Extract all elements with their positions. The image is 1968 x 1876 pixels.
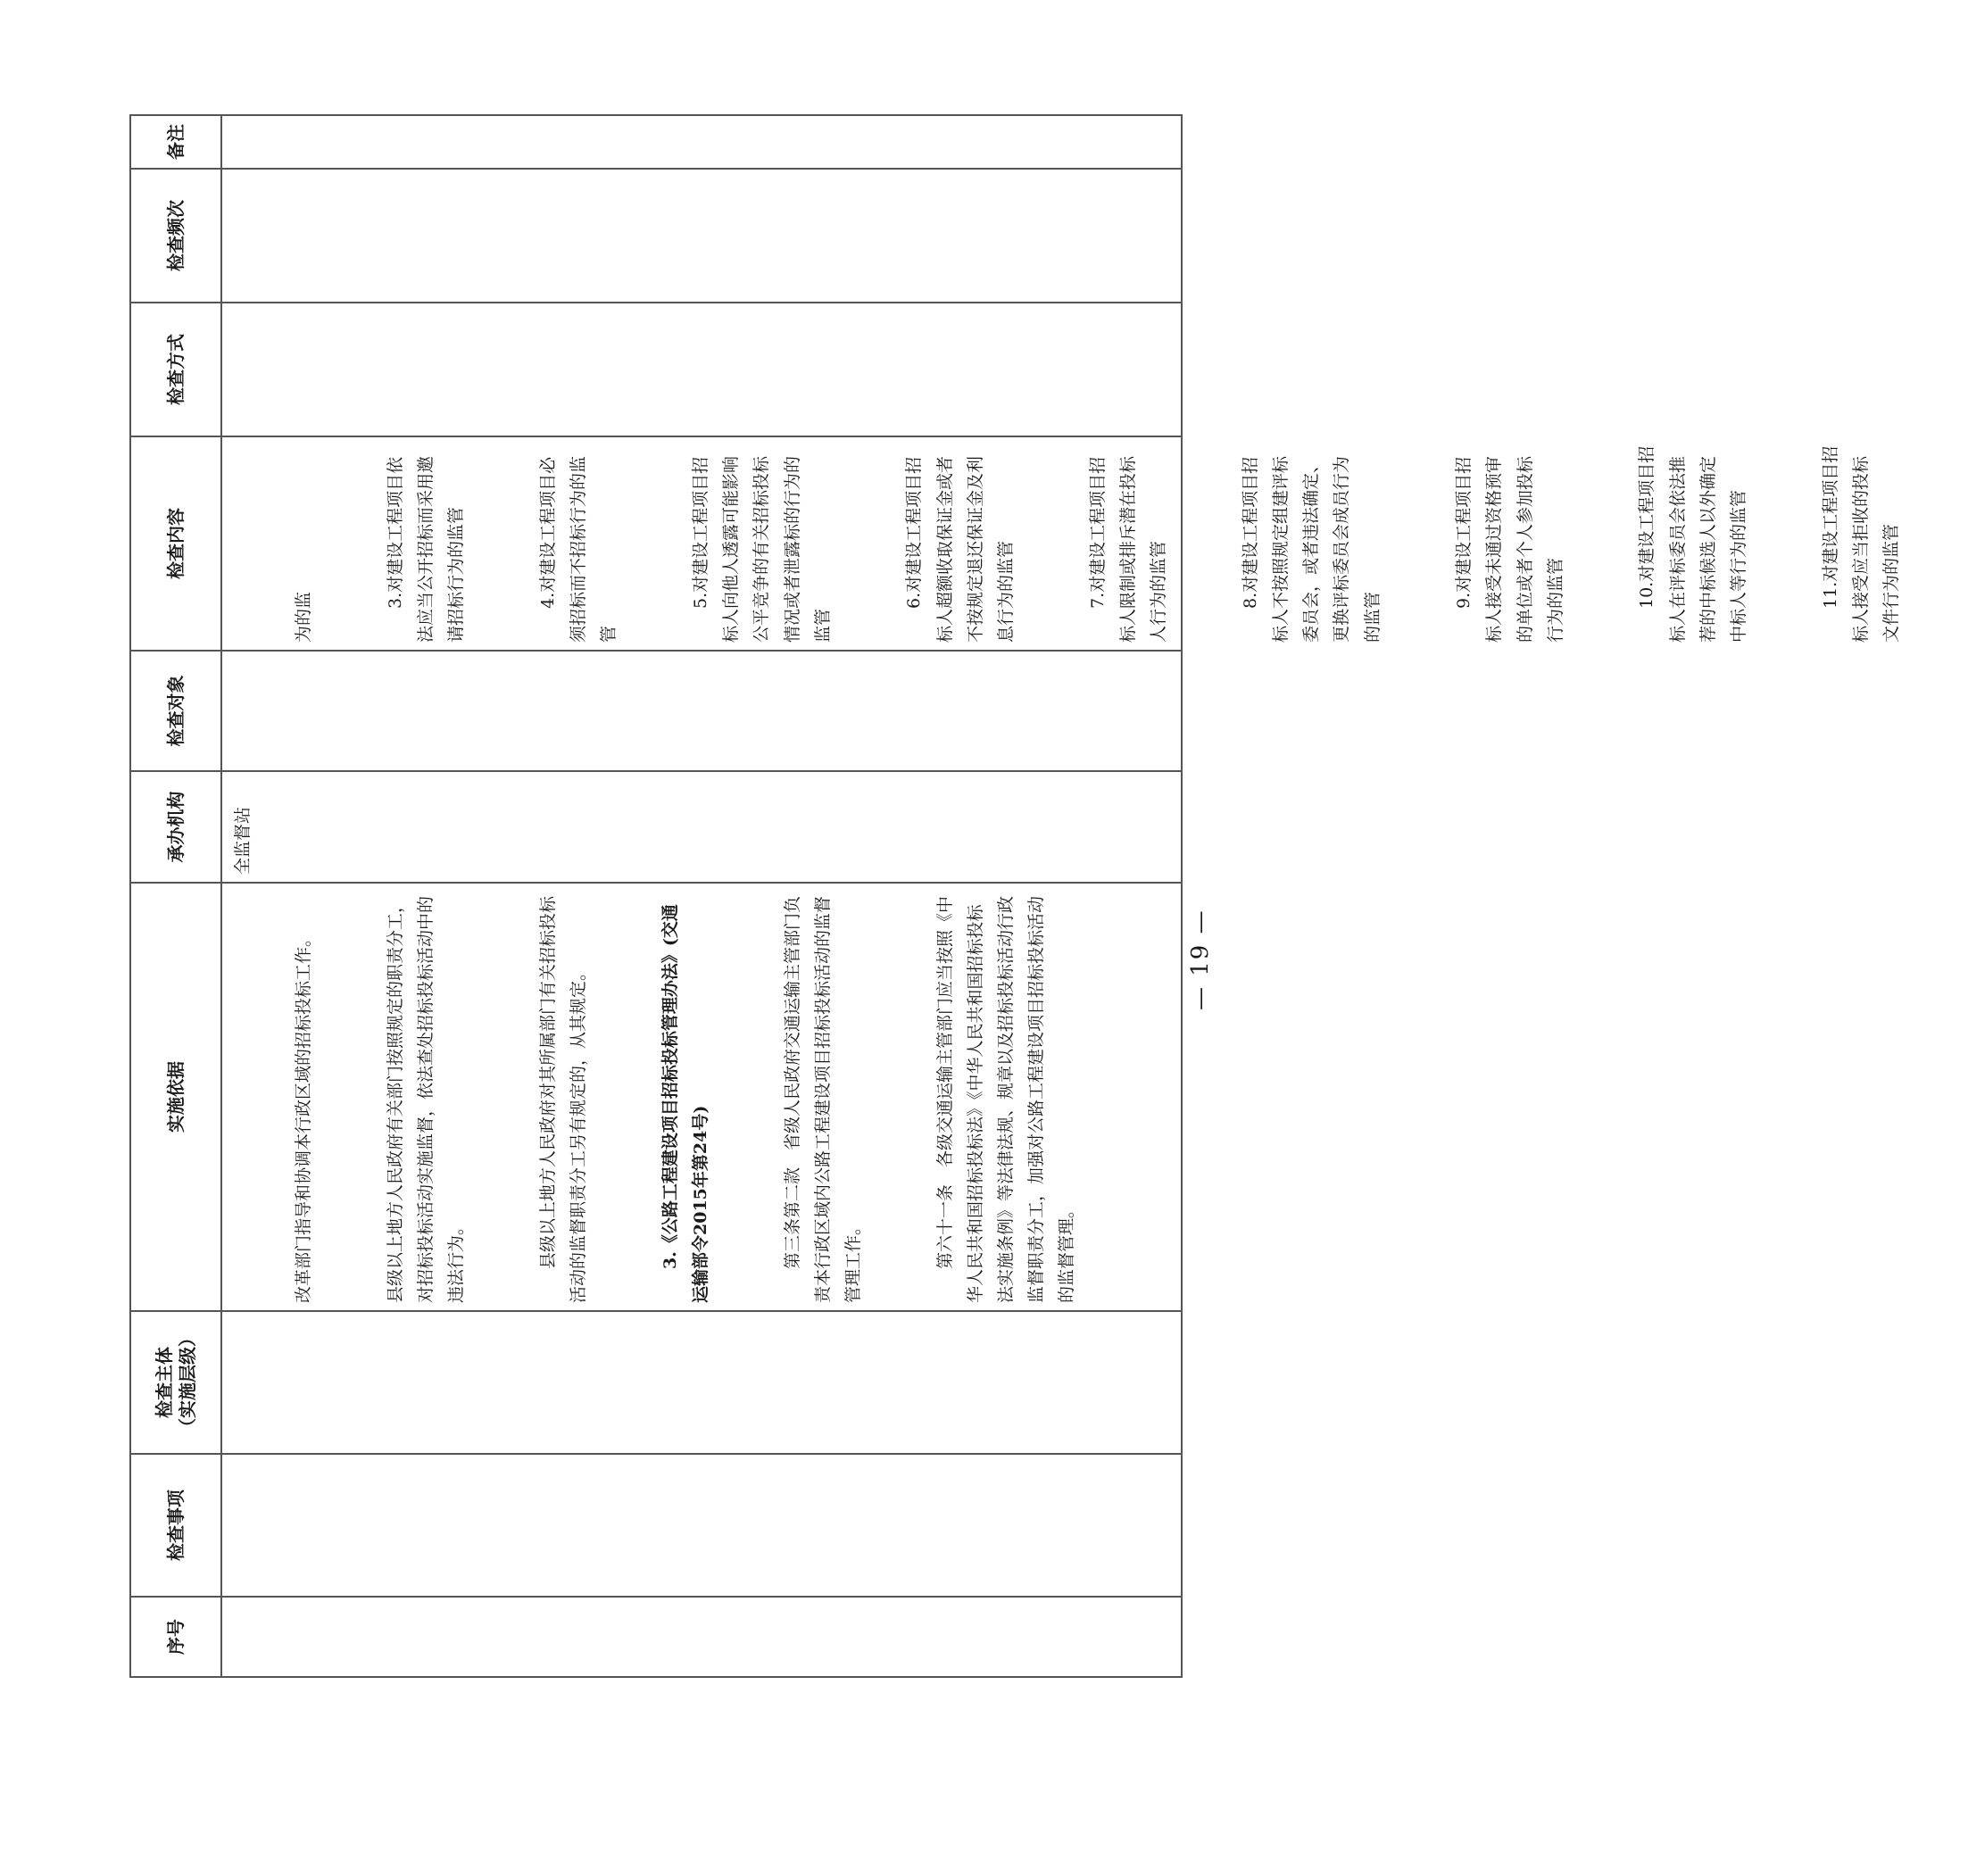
content-paragraph: 4.对建设工程项目必须招标而不招标行为的监管: [538, 455, 619, 643]
header-basis: 实施依据: [130, 883, 221, 1311]
content-paragraph: 5.对建设工程项目招标人向他人透露可能影响公平竞争的有关招标投标情况或者泄露标的行为的监管: [691, 455, 833, 643]
basis-paragraph: 县级以上地方人民政府对其所属部门有关招标投标活动的监督职责分工另有规定的，从其规定。: [538, 895, 589, 1303]
header-content: 检查内容: [130, 436, 221, 651]
header-subject-line1: 检查主体: [154, 1347, 175, 1418]
content-paragraph: 7.对建设工程项目招标人限制或排斥潜在投标人行为的监管: [1087, 455, 1169, 643]
header-target: 检查对象: [130, 651, 221, 771]
header-org: 承办机构: [130, 771, 221, 883]
cell-frequency: [221, 169, 1182, 303]
content-text: [222, 437, 1901, 650]
content-paragraph: 8.对建设工程项目招标人不按照规定组建评标委员会，或者违法确定、更换评标委员会成员行为的监管: [1240, 455, 1383, 643]
cell-content: [221, 436, 1901, 651]
basis-paragraph: 第六十一条 各级交通运输主管部门应当按照《中华人民共和国招标投标法》《中华人民共和国招标投标法实施条例》等法律法规、规章以及招标投标活动行政监督职责分工，加强对公路工程建设项目招标投标活动的监督管理。: [934, 895, 1077, 1303]
header-subject-line2: （实施层级）: [177, 1329, 198, 1436]
cell-org: [221, 771, 1182, 883]
org-text: 全监督站: [233, 806, 253, 875]
content-paragraph: 3.对建设工程项目依法应当公开招标而采用邀请招标行为的监管: [386, 455, 467, 643]
content-paragraph: 11.对建设工程项目招标人接受应当拒收的投标文件行为的监管: [1820, 445, 1901, 643]
header-item: 检查事项: [130, 1454, 221, 1597]
header-method: 检查方式: [130, 303, 221, 436]
header-seq: 序号: [130, 1597, 221, 1677]
table-row: [221, 115, 1182, 1677]
cell-subject: [221, 1311, 1182, 1454]
basis-paragraph: 县级以上地方人民政府有关部门按照规定的职责分工，对招标投标活动实施监督，依法查处招标投标活动中的违法行为。: [386, 895, 467, 1303]
basis-paragraph: 改革部门指导和协调本行政区域的招标投标工作。: [294, 929, 314, 1303]
cell-method: [221, 303, 1182, 436]
cell-target: [221, 651, 1182, 771]
content-paragraph: 10.对建设工程项目招标人在评标委员会依法推荐的中标候选人以外确定中标人等行为的监管: [1637, 445, 1748, 643]
basis-paragraph-law-title: 3.《公路工程建设项目招标投标管理办法》(交通运输部令2015年第24号): [660, 904, 711, 1303]
basis-paragraph: 第三条第二款 省级人民政府交通运输主管部门负责本行政区域内公路工程建设项目招标投标活动的监督管理工作。: [782, 895, 864, 1303]
content-paragraph: 9.对建设工程项目招标人接受未通过资格预审的单位或者个人参加投标行为的监管: [1454, 455, 1565, 643]
basis-text: [222, 884, 1143, 1310]
header-subject: [130, 1311, 221, 1454]
content-paragraph: 为的监: [294, 591, 314, 643]
cell-remark: [221, 115, 1182, 169]
cell-basis: [221, 883, 1182, 1311]
content-paragraph: 6.对建设工程项目招标人超额收取保证金或者不按规定退还保证金及利息行为的监管: [904, 455, 1017, 643]
cell-seq: [221, 1597, 1182, 1677]
header-remark: 备注: [130, 115, 221, 169]
header-row: [130, 115, 221, 1677]
header-frequency: 检查频次: [130, 169, 221, 303]
page-number: — 19 —: [1187, 909, 1214, 1010]
cell-item: [221, 1454, 1182, 1597]
